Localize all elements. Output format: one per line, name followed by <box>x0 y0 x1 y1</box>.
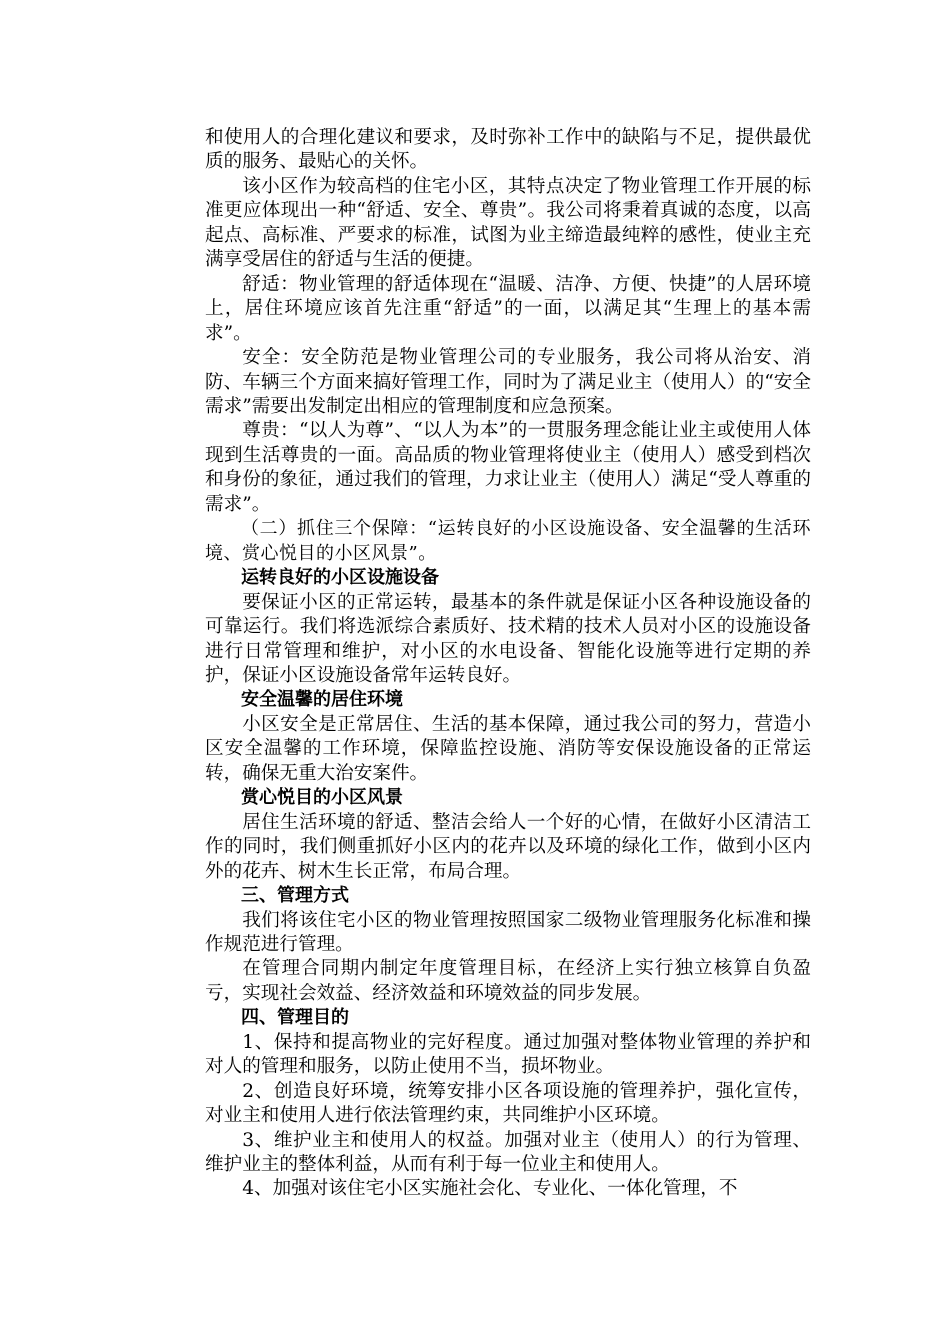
list-item-purpose-3: 3、维护业主和使用人的权益。加强对业主（使用人）的行为管理、维护业主的整体利益，从而有利于每一位业主和使用人。 <box>205 1129 811 1176</box>
heading-scenery: 赏心悦目的小区风景 <box>241 787 403 809</box>
heading-management-purpose: 四、管理目的 <box>241 1007 349 1029</box>
paragraph-management-standard: 我们将该住宅小区的物业管理按照国家二级物业管理服务化标准和操作规范进行管理。 <box>205 909 811 955</box>
paragraph-continuation: 和使用人的合理化建议和要求，及时弥补工作中的缺陷与不足，提供最优质的服务、最贴心的关怀。 <box>205 127 811 173</box>
list-item-purpose-2: 2、创造良好环境，统筹安排小区各项设施的管理养护，强化宣传，对业主和使用人进行依法管理约束，共同维护小区环境。 <box>205 1080 811 1127</box>
paragraph-annual-goals: 在管理合同期内制定年度管理目标，在经济上实行独立核算自负盈亏，实现社会效益、经济效益和环境效益的同步发展。 <box>205 958 811 1004</box>
heading-facilities: 运转良好的小区设施设备 <box>241 567 439 589</box>
list-item-purpose-4: 4、加强对该住宅小区实施社会化、专业化、一体化管理，不 <box>242 1178 738 1200</box>
paragraph-three-guarantees: （二）抓住三个保障：“运转良好的小区设施设备、安全温馨的生活环境、赏心悦目的小区风景”。 <box>205 518 811 564</box>
document-page <box>205 126 811 1202</box>
paragraph-scenery: 居住生活环境的舒适、整洁会给人一个好的心情，在做好小区清洁工作的同时，我们侧重抓好小区内的花卉以及环境的绿化工作，做到小区内外的花卉、树木生长正常，布局合理。 <box>205 811 811 882</box>
heading-management-method: 三、管理方式 <box>241 885 349 907</box>
paragraph-dignity: 尊贵：“以人为尊”、“以人为本”的一贯服务理念能让业主或使用人体现到生活尊贵的一面。高品质的物业管理将使业主（使用人）感受到档次和身份的象征，通过我们的管理，力求让业主（使用人）满足“受人尊重的需求”。 <box>205 420 811 515</box>
paragraph-living-environment: 小区安全是正常居住、生活的基本保障，通过我公司的努力，营造小区安全温馨的工作环境，保障监控设施、消防等安保设施设备的正常运转，确保无重大治安案件。 <box>205 713 811 784</box>
paragraph-safety: 安全：安全防范是物业管理公司的专业服务，我公司将从治安、消防、车辆三个方面来搞好管理工作，同时为了满足业主（使用人）的“安全需求”需要出发制定出相应的管理制度和应急预案。 <box>205 347 811 417</box>
paragraph-intro: 该小区作为较高档的住宅小区，其特点决定了物业管理工作开展的标准更应体现出一种“舒适、安全、尊贵”。我公司将秉着真诚的态度，以高起点、高标准、严要求的标准，试图为业主缔造最纯粹的感性，使业主充满享受居住的舒适与生活的便捷。 <box>205 175 811 271</box>
paragraph-facilities: 要保证小区的正常运转，最基本的条件就是保证小区各种设施设备的可靠运行。我们将选派综合素质好、技术精的技术人员对小区的设施设备进行日常管理和维护，对小区的水电设备、智能化设施等进行定期的养护，保证小区设施设备常年运转良好。 <box>205 591 811 686</box>
heading-living-environment: 安全温馨的居住环境 <box>241 689 403 711</box>
paragraph-comfort: 舒适：物业管理的舒适体现在“温暖、洁净、方便、快捷”的人居环境上，居住环境应该首先注重“舒适”的一面，以满足其“生理上的基本需求”。 <box>205 273 811 344</box>
list-item-purpose-1: 1、保持和提高物业的完好程度。通过加强对整体物业管理的养护和对人的管理和服务，以防止使用不当，损坏物业。 <box>205 1031 811 1078</box>
